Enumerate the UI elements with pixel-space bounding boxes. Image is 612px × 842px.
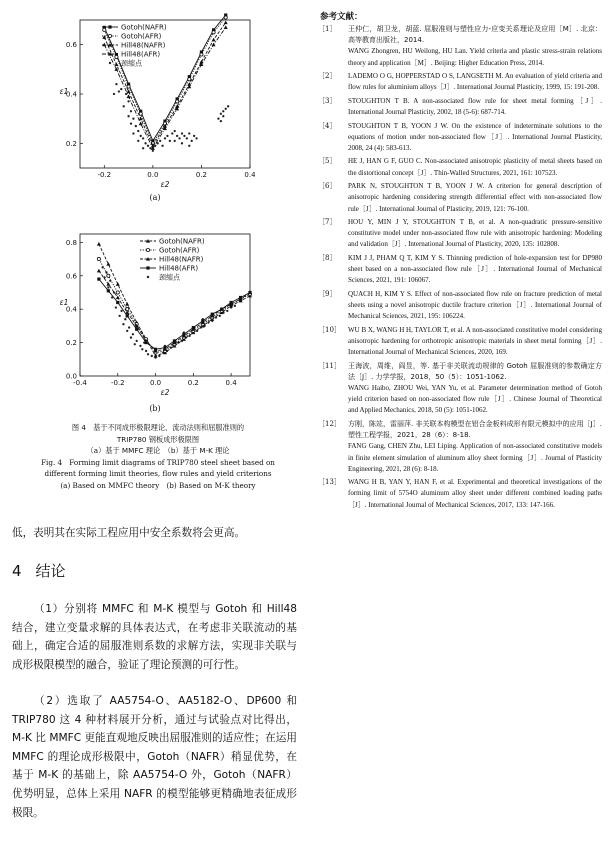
- continuation-text: 低，表明其在实际工程应用中安全系数将会更高。: [12, 527, 246, 539]
- series-point: [97, 269, 101, 273]
- reference-item: [318, 217, 602, 251]
- scatter-point: [137, 140, 139, 142]
- scatter-point: [171, 132, 173, 134]
- reference-text: [348, 419, 602, 475]
- scatter-point: [219, 315, 221, 317]
- y-tick-label: 0.6: [65, 41, 77, 50]
- caption-en-line1: Fig. 4 Forming limit diagrams of TRIP780 steel sheet based on: [41, 457, 275, 467]
- scatter-point: [132, 333, 134, 335]
- section-heading: [12, 560, 66, 581]
- scatter-point: [176, 135, 178, 137]
- y-tick-label: 0.6: [65, 272, 77, 281]
- figure-panel-b: [55, 228, 255, 408]
- scatter-point: [196, 330, 198, 332]
- legend-label: Gotoh(NAFR): [159, 237, 205, 246]
- series-point: [126, 314, 129, 317]
- chart-legend: [140, 238, 205, 282]
- reference-index: ［7］: [318, 218, 337, 227]
- reference-item: [318, 361, 602, 417]
- reference-text-en: STOUGHTON T B. A non-associated flow rule for sheet metal forming［J］. International Journal Plasticity, 2002, 18 (5-6): 687-714.: [348, 96, 602, 117]
- series-point: [97, 257, 100, 260]
- reference-text: [348, 24, 602, 69]
- series-point: [116, 291, 119, 294]
- series-point: [182, 333, 185, 336]
- scatter-point: [132, 132, 134, 134]
- reference-text: [348, 156, 602, 178]
- reference-item: [318, 325, 602, 359]
- y-tick-label: 0.2: [65, 139, 77, 148]
- reference-text-en: STOUGHTON T B, YOON J W. On the existence of indeterminate solutions to the equations of motion under non-associated flow［J］. International Journal Plasticity, 2008, 24 (4): 583-613.: [348, 121, 602, 152]
- legend-label: 颈缩点: [121, 59, 142, 68]
- series-point: [114, 62, 118, 66]
- scatter-point: [147, 145, 149, 147]
- series-point: [116, 301, 119, 304]
- scatter-point: [145, 350, 147, 352]
- series-point: [200, 53, 203, 56]
- reference-item: [318, 24, 602, 69]
- reference-index: ［2］: [318, 72, 337, 81]
- legend-marker: [146, 266, 149, 269]
- scatter-point: [142, 147, 144, 149]
- scatter-point: [107, 286, 109, 288]
- scatter-point: [127, 115, 129, 117]
- reference-item: [318, 477, 602, 511]
- reference-text: [348, 253, 602, 287]
- x-tick-label: 0.2: [195, 171, 207, 179]
- scatter-point: [152, 150, 154, 152]
- reference-text-en: HOU Y, MIN J Y, STOUGHTON T B, et al. A non-quadratic pressure-sensitive constitutive model under non-associated flow rule with anisotropic hardening: Modeling and validation［J］. International Journal of Plasticity, 2020, 135: 102808.: [348, 218, 602, 249]
- x-tick-label: 0.0: [149, 379, 162, 387]
- chart-a: [55, 12, 255, 192]
- reference-text-en: KIM J J, PHAM Q T, KIM Y S. Thinning prediction of hole-expansion test for DP980 sheet based on a non-associated flow rule［J］. International Journal of Mechanical Sciences, 2021, 191: 106067.: [348, 253, 602, 285]
- scatter-point: [149, 147, 151, 149]
- scatter-point: [193, 135, 195, 137]
- legend-label: Hill48(AFR): [159, 264, 199, 273]
- series-point: [192, 326, 195, 329]
- reference-text: [348, 477, 602, 511]
- chart-b: [55, 228, 255, 408]
- scatter-point: [137, 130, 139, 132]
- x-tick-label: 0.4: [244, 171, 255, 179]
- references-list: [318, 24, 602, 513]
- reference-index: ［9］: [318, 289, 337, 298]
- x-axis-label: ε2: [160, 180, 170, 189]
- scatter-point: [144, 142, 146, 144]
- scatter-point: [122, 323, 124, 325]
- chart-plot-group: [60, 13, 255, 189]
- legend-label: Hill48(NAFR): [159, 255, 204, 264]
- x-axis-label: ε2: [160, 388, 170, 397]
- reference-text-en: WANG Haibo, ZHOU Wei, YAN Yu, et al. Parameter determination method of Gotoh yield criterion based on non-associated flow rule［J］. Chinese Journal of Theoretical and Applied Mechanics, 2018, 50 (5): 1051-1062.: [348, 384, 602, 415]
- series-point: [230, 301, 233, 304]
- scatter-point: [222, 115, 224, 117]
- scatter-point: [118, 90, 120, 92]
- scatter-point: [136, 340, 138, 342]
- reference-item: [318, 156, 602, 178]
- scatter-point: [164, 137, 166, 139]
- reference-index: ［4］: [318, 121, 337, 130]
- reference-index: ［11］: [318, 361, 341, 370]
- reference-text-en: WANG Zhongren, HU Weilong, HU Lan. Yield criteria and plastic stress-strain relations theory and application［M］. Beijing: Higher Education Press, 2014.: [348, 47, 602, 67]
- scatter-point: [135, 125, 137, 127]
- legend-label: Hill48(AFR): [121, 50, 161, 59]
- x-tick-label: 0.0: [147, 171, 159, 179]
- series-point: [224, 25, 228, 29]
- reference-index: ［8］: [318, 253, 337, 262]
- scatter-point: [134, 343, 136, 345]
- scatter-point: [115, 83, 117, 85]
- legend-label: Gotoh(AFR): [159, 246, 200, 255]
- scatter-point: [217, 118, 219, 120]
- scatter-point: [225, 108, 227, 110]
- scatter-point: [115, 306, 117, 308]
- reference-text-en: WU B X, WANG H H, TAYLOR T, et al. A non-associated constitutive model considering anisotropic hardening for orthotropic anisotropic materials in sheet metal forming［J］. International Journal of Mechanical Sciences, 2020, 169.: [348, 325, 602, 357]
- caption-en-line3: (a) Based on MMFC theory (b) Based on M-K theory: [60, 480, 256, 490]
- references-title: 参考文献：: [320, 12, 363, 22]
- scatter-point: [139, 345, 141, 347]
- series-point: [201, 319, 204, 322]
- x-tick-label: 0.2: [187, 379, 199, 387]
- series-point: [173, 339, 176, 342]
- scatter-point: [183, 135, 185, 137]
- section-title: 结论: [35, 562, 66, 580]
- scatter-point: [140, 135, 142, 137]
- series-point: [97, 242, 101, 246]
- scatter-point: [174, 140, 176, 142]
- scatter-point: [151, 355, 153, 357]
- reference-text: [348, 181, 602, 215]
- scatter-point: [181, 142, 183, 144]
- scatter-point: [188, 132, 190, 134]
- scatter-point: [166, 135, 168, 137]
- y-tick-label: 0.4: [65, 90, 77, 99]
- series-point: [154, 348, 157, 351]
- scatter-point: [227, 105, 229, 107]
- caption-cn-line3: （a）基于 MMFC 理论 （b）基于 M-K 理论: [86, 446, 230, 455]
- scatter-point: [124, 318, 126, 320]
- scatter-point: [130, 122, 132, 124]
- reference-index: ［6］: [318, 182, 337, 191]
- series-point: [116, 282, 120, 286]
- scatter-point: [234, 305, 236, 307]
- scatter-point: [123, 105, 125, 107]
- reference-text: [348, 289, 602, 323]
- chart-legend: [102, 24, 167, 68]
- y-tick-label: 0.2: [65, 339, 77, 348]
- scatter-point: [141, 348, 143, 350]
- y-tick-label: 0.4: [65, 305, 77, 314]
- reference-index: ［12］: [318, 419, 341, 428]
- reference-text-en: FANG Gang, CHEN Zhu, LEI Liping. Application of non-associated constitutive models in finite element simulation of aluminum alloy sheet forming［J］. Journal of Plasticity Engineering, 2021, 28 (6): 8-18.: [348, 442, 602, 473]
- chart-plot-group: [60, 234, 252, 397]
- x-tick-label: -0.2: [110, 379, 125, 387]
- scatter-point: [169, 140, 171, 142]
- series-point: [163, 346, 166, 349]
- scatter-point: [120, 88, 122, 90]
- reference-text-cn: 王海波，周维，阎昱，等. 基于非关联流动规律的 Gotoh 屈服准则的参数确定方法［J］. 力学学报，2018，50（5）：1051-1062.: [348, 361, 602, 381]
- series-point: [116, 295, 120, 299]
- scatter-point: [220, 120, 222, 122]
- figure-panel-a: [55, 12, 255, 192]
- series-point: [106, 262, 110, 266]
- reference-index: ［13］: [318, 478, 341, 487]
- series-point: [127, 85, 130, 88]
- scatter-point: [120, 310, 122, 312]
- series-point: [125, 302, 129, 306]
- reference-item: [318, 121, 602, 155]
- scatter-point: [226, 310, 228, 312]
- caption-cn-line2: TRIP780 钢板成形极限图: [116, 434, 200, 444]
- series-point: [248, 291, 251, 294]
- reference-text: [348, 71, 602, 93]
- series-point: [176, 100, 179, 103]
- series-point: [145, 341, 148, 344]
- scatter-point: [159, 140, 161, 142]
- scatter-point: [132, 118, 134, 120]
- scatter-point: [178, 137, 180, 139]
- series-point: [220, 308, 223, 311]
- reference-text-cn: 王仲仁，胡卫龙，胡蓝. 屈服准则与塑性应力-应变关系理论及应用［M］. 北京：高等教育出版社，2014.: [348, 25, 602, 45]
- reference-index: ［5］: [318, 157, 337, 166]
- legend-label: Gotoh(AFR): [121, 32, 162, 41]
- conclusion-para-2-text: （2）选取了 AA5754-O、AA5182-O、DP600 和 TRIP780 这 4 种材料展开分析，通过与试验点对比得出，M-K 比 MMFC 更能直观地反映出屈服准则的适应性；在运用 MMFC 的理论成形极限中，Gotoh（NAFR）稍显优势，在基于 M-K 的基础上，除 AA5754-O 外，Gotoh（NAFR）优势明显，总体上采用 NAFR 的模型能够更精确地表征成形极限。: [12, 695, 297, 819]
- series-point: [211, 313, 214, 316]
- series-point: [188, 78, 191, 81]
- reference-text-en: WANG H B, YAN Y, HAN F, et al. Experimental and theoretical investigations of the forming limit of 5754O aluminum alloy sheet under different combined loading paths［J］. International Journal of Mechanical Sciences, 2017, 133: 147-166.: [348, 478, 602, 509]
- reference-item: [318, 71, 602, 93]
- series-point: [107, 289, 110, 292]
- series-point: [127, 94, 131, 98]
- series-point: [97, 278, 100, 281]
- scatter-point: [158, 355, 160, 357]
- series-line: [99, 279, 250, 349]
- reference-text: [348, 325, 602, 359]
- scatter-point: [130, 336, 132, 338]
- scatter-point: [147, 353, 149, 355]
- series-point: [102, 43, 106, 47]
- reference-index: ［1］: [318, 25, 337, 33]
- reference-text: [348, 121, 602, 155]
- reference-item: [318, 419, 602, 475]
- scatter-point: [222, 110, 224, 112]
- series-point: [212, 31, 215, 34]
- panel-b-label: (b): [149, 404, 161, 413]
- legend-marker: [146, 248, 149, 251]
- scatter-point: [174, 130, 176, 132]
- series-point: [224, 20, 228, 24]
- series-point: [139, 112, 142, 115]
- series-point: [115, 55, 118, 58]
- x-tick-label: -0.4: [73, 379, 87, 387]
- reference-text-en: PARK N, STOUGHTON T B, YOON J W. A criterion for general description of anisotropic hardening considering strength differential effect with non-associated flow rule［J］. International Journal of Plasticity, 2019, 121: 76-100.: [348, 182, 602, 213]
- scatter-point: [126, 330, 128, 332]
- scatter-point: [130, 110, 132, 112]
- scatter-point: [220, 113, 222, 115]
- reference-text: [348, 361, 602, 417]
- y-axis-label: ε1: [59, 298, 69, 307]
- reference-item: [318, 289, 602, 323]
- legend-marker: [147, 276, 149, 278]
- scatter-point: [142, 137, 144, 139]
- scatter-point: [113, 93, 115, 95]
- reference-text-en: QUACH H, KIM Y S. Effect of non-associated flow rule on fracture prediction of metal sheets using a novel anisotropic ductile fracture criterion［J］. International Journal of Mechanical Sciences, 2021, 195: 106224.: [348, 289, 602, 321]
- series-point: [107, 274, 110, 277]
- y-tick-label: 0.0: [65, 372, 77, 381]
- figure-caption: [22, 422, 294, 491]
- reference-text: [348, 96, 602, 118]
- series-point: [239, 296, 242, 299]
- series-point: [103, 28, 106, 31]
- legend-marker: [108, 34, 111, 37]
- reference-text-cn: 方刚，陈竑，雷丽萍. 非关联本构模型在铝合金板料成形有限元模拟中的应用［J］. 塑性工程学报，2021，28（6）：8-18.: [348, 419, 602, 440]
- caption-en-line2: different forming limit theories, flow rules and yield criterions: [44, 469, 272, 478]
- conclusion-para-1-text: （1）分别将 MMFC 和 M-K 模型与 Gotoh 和 Hill48 结合，建立变量求解的具体表达式，在考虑非关联流动的基础上，确定合适的屈服准则系数的求解方法，实现非关联与成形极限模型的融合，验证了理论预测的可行性。: [12, 603, 297, 671]
- legend-label: Gotoh(NAFR): [121, 23, 167, 32]
- scatter-point: [119, 315, 121, 317]
- caption-cn-line1: 图 4 基于不同成形极限理论、流动法则和屈服准则的: [71, 423, 245, 432]
- legend-marker: [108, 25, 111, 28]
- conclusion-para-1: [12, 600, 297, 674]
- section-number: 4: [12, 562, 22, 580]
- reference-text: [348, 217, 602, 251]
- y-axis-label: ε1: [59, 87, 69, 96]
- y-tick-label: 0.8: [65, 238, 77, 247]
- scatter-point: [191, 140, 193, 142]
- x-tick-label: 0.4: [225, 379, 237, 387]
- reference-index: ［10］: [318, 325, 341, 334]
- scatter-point: [127, 100, 129, 102]
- scatter-point: [161, 145, 163, 147]
- scatter-point: [188, 145, 190, 147]
- reference-index: ［3］: [318, 96, 337, 105]
- legend-label: Hill48(NAFR): [121, 41, 166, 50]
- reference-item: [318, 96, 602, 118]
- scatter-point: [128, 326, 130, 328]
- panel-a-label: (a): [149, 193, 161, 202]
- reference-item: [318, 253, 602, 287]
- series-point: [224, 16, 227, 19]
- legend-label: 颈缩点: [159, 273, 180, 282]
- scatter-point: [186, 137, 188, 139]
- series-point: [212, 38, 216, 42]
- x-tick-label: -0.2: [97, 171, 112, 179]
- series-point: [135, 328, 138, 331]
- legend-marker: [109, 62, 111, 64]
- scatter-point: [195, 137, 197, 139]
- reference-text-en: HE J, HAN G F, GUO C. Non-associated anisotropic plasticity of metal sheets based on the distortional concept［J］. Thin-Walled Structures, 2021, 161: 107523.: [348, 157, 602, 177]
- reference-item: [318, 181, 602, 215]
- reference-text-en: LADEMO O G, HOPPERSTAD O S, LANGSETH M. An evaluation of yield criteria and flow rules for aluminium alloys［J］. International Journal Plasticity, 1999, 15: 191-208.: [348, 72, 602, 92]
- conclusion-para-2: [12, 692, 297, 822]
- scatter-point: [181, 132, 183, 134]
